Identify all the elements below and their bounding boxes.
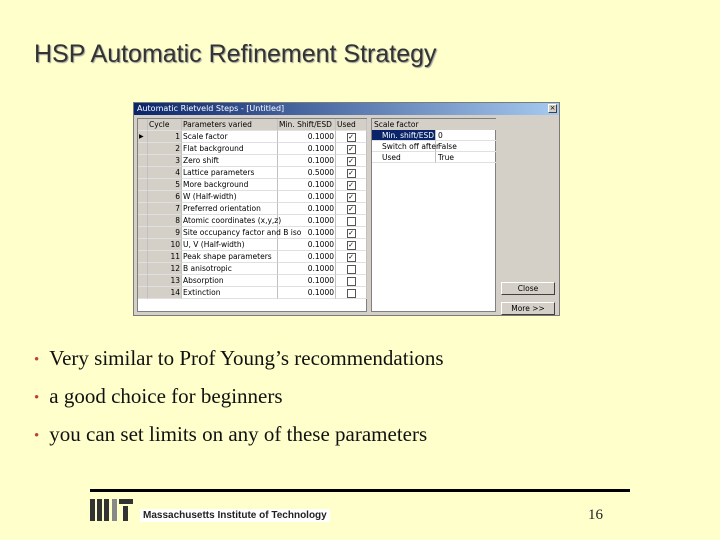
row-indicator[interactable] <box>138 275 148 287</box>
properties-header: Scale factor <box>372 119 496 130</box>
table-row[interactable] <box>138 191 367 203</box>
table-row[interactable] <box>138 263 367 275</box>
used-cell <box>336 215 367 227</box>
used-checkbox[interactable] <box>347 277 356 286</box>
cycle-number: 10 <box>148 239 182 251</box>
property-row[interactable] <box>372 152 496 163</box>
row-indicator[interactable] <box>138 143 148 155</box>
used-cell <box>336 143 367 155</box>
min-shift-value[interactable]: 0.1000 <box>278 239 336 251</box>
row-indicator[interactable] <box>138 203 148 215</box>
used-cell <box>336 155 367 167</box>
used-cell <box>336 275 367 287</box>
properties-panel <box>371 118 496 312</box>
table-row[interactable] <box>138 203 367 215</box>
used-cell <box>336 203 367 215</box>
parameter-name: Peak shape parameters <box>182 251 278 263</box>
table-row[interactable] <box>138 155 367 167</box>
used-checkbox[interactable]: ✓ <box>348 228 354 237</box>
used-cell <box>336 167 367 179</box>
cycle-number: 8 <box>148 215 182 227</box>
used-checkbox[interactable]: ✓ <box>348 240 354 249</box>
mit-logo-icon <box>90 499 134 521</box>
used-checkbox[interactable]: ✓ <box>348 252 354 261</box>
bullet-dot-icon: • <box>34 351 40 368</box>
parameter-name: Scale factor <box>182 131 278 143</box>
parameter-name: Absorption <box>182 275 278 287</box>
table-row[interactable] <box>138 215 367 227</box>
parameter-name: Zero shift <box>182 155 278 167</box>
indicator-header <box>138 119 148 131</box>
row-indicator[interactable]: ▶ <box>138 131 148 143</box>
row-indicator[interactable] <box>138 155 148 167</box>
used-cell <box>336 263 367 275</box>
min-shift-value[interactable]: 0.1000 <box>278 179 336 191</box>
row-indicator[interactable] <box>138 191 148 203</box>
row-indicator[interactable] <box>138 167 148 179</box>
used-cell <box>336 191 367 203</box>
used-cell <box>336 227 367 239</box>
used-checkbox[interactable] <box>347 265 356 274</box>
used-checkbox[interactable]: ✓ <box>348 144 354 153</box>
bullet-dot-icon: • <box>34 427 40 444</box>
property-row[interactable] <box>372 141 496 152</box>
table-row[interactable] <box>138 167 367 179</box>
cycle-number: 7 <box>148 203 182 215</box>
min-shift-value[interactable]: 0.1000 <box>278 263 336 275</box>
min-shift-value[interactable]: 0.1000 <box>278 215 336 227</box>
used-cell <box>336 287 367 299</box>
parameter-name: U, V (Half-width) <box>182 239 278 251</box>
property-key: Switch off after <box>372 141 436 152</box>
bullet-list <box>34 346 444 460</box>
min-shift-value[interactable]: 0.1000 <box>278 143 336 155</box>
property-key: Min. shift/ESD <box>372 130 436 141</box>
parameter-name: Flat background <box>182 143 278 155</box>
min-shift-value[interactable]: 0.1000 <box>278 287 336 299</box>
col-header-parameter[interactable]: Parameters varied <box>182 119 278 131</box>
row-indicator[interactable] <box>138 251 148 263</box>
used-cell <box>336 251 367 263</box>
steps-grid <box>137 118 367 312</box>
row-indicator[interactable] <box>138 263 148 275</box>
slide-title: HSP Automatic Refinement Strategy <box>34 40 437 68</box>
bullet-dot-icon: • <box>34 389 40 406</box>
used-checkbox[interactable]: ✓ <box>348 168 354 177</box>
cycle-number: 1 <box>148 131 182 143</box>
used-checkbox[interactable]: ✓ <box>348 132 354 141</box>
used-checkbox[interactable]: ✓ <box>348 156 354 165</box>
property-value[interactable]: False <box>436 141 496 152</box>
parameter-name: B anisotropic <box>182 263 278 275</box>
parameter-name: W (Half-width) <box>182 191 278 203</box>
bullet-text: you can set limits on any of these parameters <box>49 422 428 446</box>
bullet-item <box>34 346 444 384</box>
used-checkbox[interactable]: ✓ <box>348 192 354 201</box>
min-shift-value[interactable]: 0.1000 <box>278 251 336 263</box>
table-row[interactable] <box>138 287 367 299</box>
cycle-number: 12 <box>148 263 182 275</box>
cycle-number: 2 <box>148 143 182 155</box>
bullet-text: a good choice for beginners <box>49 384 283 408</box>
table-row[interactable] <box>138 275 367 287</box>
table-row[interactable] <box>138 239 367 251</box>
cycle-number: 14 <box>148 287 182 299</box>
parameter-name: Preferred orientation <box>182 203 278 215</box>
table-row[interactable] <box>138 131 367 143</box>
col-header-cycle[interactable]: Cycle <box>148 119 182 131</box>
cycle-number: 5 <box>148 179 182 191</box>
property-row[interactable] <box>372 130 496 141</box>
min-shift-value[interactable]: 0.1000 <box>278 227 336 239</box>
col-header-min-shift[interactable]: Min. Shift/ESD <box>278 119 336 131</box>
used-cell <box>336 131 367 143</box>
used-checkbox[interactable]: ✓ <box>348 180 354 189</box>
window-titlebar[interactable] <box>134 103 559 115</box>
min-shift-value[interactable]: 0.1000 <box>278 131 336 143</box>
row-indicator[interactable] <box>138 215 148 227</box>
col-header-used[interactable]: Used <box>336 119 367 131</box>
table-row[interactable] <box>138 227 367 239</box>
row-indicator[interactable] <box>138 179 148 191</box>
close-icon[interactable]: × <box>549 104 556 112</box>
used-cell <box>336 239 367 251</box>
bullet-item <box>34 384 444 422</box>
automatic-rietveld-steps-window <box>133 102 560 316</box>
cycle-number: 6 <box>148 191 182 203</box>
cycle-number: 9 <box>148 227 182 239</box>
min-shift-value[interactable]: 0.5000 <box>278 167 336 179</box>
page-number: 16 <box>588 507 603 523</box>
row-indicator[interactable] <box>138 287 148 299</box>
used-checkbox[interactable] <box>347 217 356 226</box>
close-button[interactable]: Close <box>501 282 555 295</box>
parameter-name: Site occupancy factor and B iso <box>183 228 302 237</box>
property-value[interactable]: 0 <box>436 130 496 141</box>
cycle-number: 4 <box>148 167 182 179</box>
used-checkbox[interactable] <box>347 289 356 298</box>
parameter-name: Atomic coordinates (x,y,z) <box>183 216 282 225</box>
min-shift-value[interactable]: 0.1000 <box>278 155 336 167</box>
table-row[interactable] <box>138 143 367 155</box>
table-row[interactable] <box>138 251 367 263</box>
row-indicator[interactable] <box>138 227 148 239</box>
footer-rule <box>90 489 630 492</box>
footer-institution: Massachusetts Institute of Technology <box>140 510 330 521</box>
row-indicator[interactable] <box>138 239 148 251</box>
parameter-name: Lattice parameters <box>182 167 278 179</box>
used-checkbox[interactable]: ✓ <box>348 204 354 213</box>
cycle-number: 13 <box>148 275 182 287</box>
cycle-number: 11 <box>148 251 182 263</box>
min-shift-value[interactable]: 0.1000 <box>278 275 336 287</box>
bullet-item <box>34 422 444 460</box>
min-shift-value[interactable]: 0.1000 <box>278 203 336 215</box>
table-row[interactable] <box>138 179 367 191</box>
property-key: Used <box>372 152 436 163</box>
min-shift-value[interactable]: 0.1000 <box>278 191 336 203</box>
more-button[interactable]: More >> <box>501 302 555 315</box>
grid-header <box>138 119 367 131</box>
property-value[interactable]: True <box>436 152 496 163</box>
parameter-name: More background <box>182 179 278 191</box>
cycle-number: 3 <box>148 155 182 167</box>
used-cell <box>336 179 367 191</box>
window-title: Automatic Rietveld Steps - [Untitled] <box>137 104 285 113</box>
parameter-name: Extinction <box>182 287 278 299</box>
bullet-text: Very similar to Prof Young’s recommendations <box>49 346 444 370</box>
